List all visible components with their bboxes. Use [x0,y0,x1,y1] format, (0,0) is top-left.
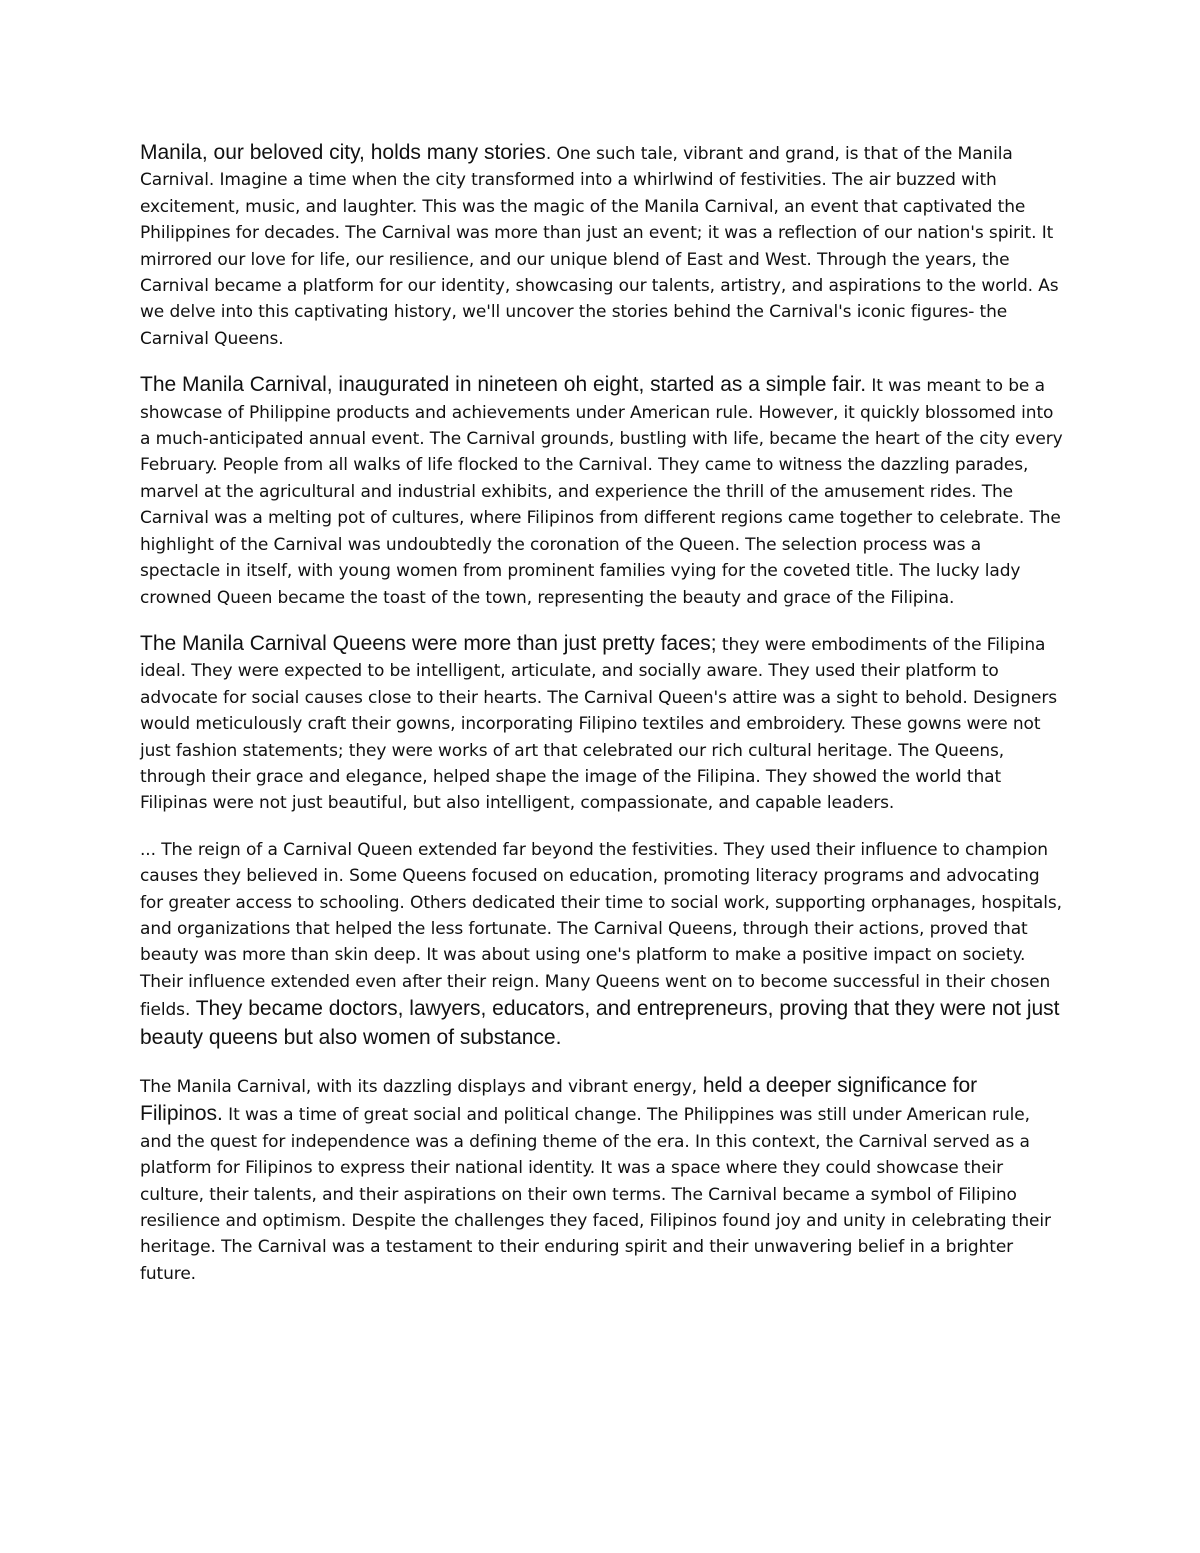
paragraph-mid-text: held a deeper significance for Filipinos. [140,1074,978,1126]
paragraph-queens [140,631,1065,817]
paragraph-body-text: It was meant to be a showcase of Philippine products and achievements under American rule. However, it quickly blossomed into a much-anticipated annual event. The Carnival grounds, bustling with life, became the heart of the city every February. People from all walks of life flocked to the Carnival. They came to witness the dazzling parades, marvel at the agricultural and industrial exhibits, and experience the thrill of the amusement rides. The Carnival was a melting pot of cultures, where Filipinos from different regions came together to celebrate. The highlight of the Carnival was undoubtedly the coronation of the Queen. The selection process was a spectacle in itself, with young women from prominent families vying for the coveted title. The lucky lady crowned Queen became the toast of the town, representing the beauty and grace of the Filipina. [140,376,1063,608]
paragraph-tail-text: It was a time of great social and political change. The Philippines was still under American rule, and the quest for independence was a defining theme of the era. In this context, the Carnival served as a platform for Filipinos to express their national identity. It was a space where they could showcase their culture, their talents, and their aspirations on their own terms. The Carnival became a symbol of Filipino resilience and optimism. Despite the challenges they faced, Filipinos found joy and unity in celebrating their heritage. The Carnival was a testament to their enduring spirit and their unwavering belief in a brighter future. [140,1105,1051,1284]
paragraph-lead-text: Manila, our beloved city, holds many stories [140,141,546,164]
paragraph-body-text: they were embodiments of the Filipina ideal. They were expected to be intelligent, articulate, and socially aware. They used their platform to advocate for social causes close to their hearts. The Carnival Queen's attire was a sight to behold. Designers would meticulously craft their gowns, incorporating Filipino textiles and embroidery. These gowns were not just fashion statements; they were works of art that celebrated our rich cultural heritage. The Queens, through their grace and elegance, helped shape the image of the Filipina. They showed the world that Filipinas were not just beautiful, but also intelligent, compassionate, and capable leaders. [140,634,1058,814]
paragraph-history [140,372,1065,611]
paragraph-lead-text: The Manila Carnival, inaugurated in nineteen oh eight, started as a simple fair. [140,373,867,397]
paragraph-body-text: . One such tale, vibrant and grand, is that of the Manila Carnival. Imagine a time when the city transformed into a whirlwind of festivities. The air buzzed with excitement, music, and laughter. This was the magic of the Manila Carnival, an event that captivated the Philippines for decades. The Carnival was more than just an event; it was a reflection of our nation's spirit. It mirrored our love for life, our resilience, and our unique blend of East and West. Through the years, the Carnival became a platform for our identity, showcasing our talents, artistry, and aspirations to the world. As we delve into this captivating history, we'll uncover the stories behind the Carnival's iconic figures- the Carnival Queens. [140,144,1059,349]
paragraph-reign [140,837,1065,1052]
paragraph-intro [140,140,1065,352]
paragraph-lead-text: The Manila Carnival Queens were more than just pretty faces; [140,631,717,655]
paragraph-body-text: The Manila Carnival, with its dazzling displays and vibrant energy, [140,1077,697,1097]
document-body [140,140,1065,1307]
paragraph-significance [140,1072,1065,1287]
paragraph-tail-text: They became doctors, lawyers, educators, and entrepreneurs, proving that they were not just beauty queens but also women of substance. [140,997,1060,1049]
paragraph-body-text: ... The reign of a Carnival Queen extended far beyond the festivities. They used their influence to champion causes they believed in. Some Queens focused on education, promoting literacy programs and advocating for greater access to schooling. Others dedicated their time to social work, supporting orphanages, hospitals, and organizations that helped the less fortunate. The Carnival Queens, through their actions, proved that beauty was more than skin deep. It was about using one's platform to make a positive impact on society. Their influence extended even after their reign. Many Queens went on to become successful in their chosen fields. [140,839,1062,1021]
